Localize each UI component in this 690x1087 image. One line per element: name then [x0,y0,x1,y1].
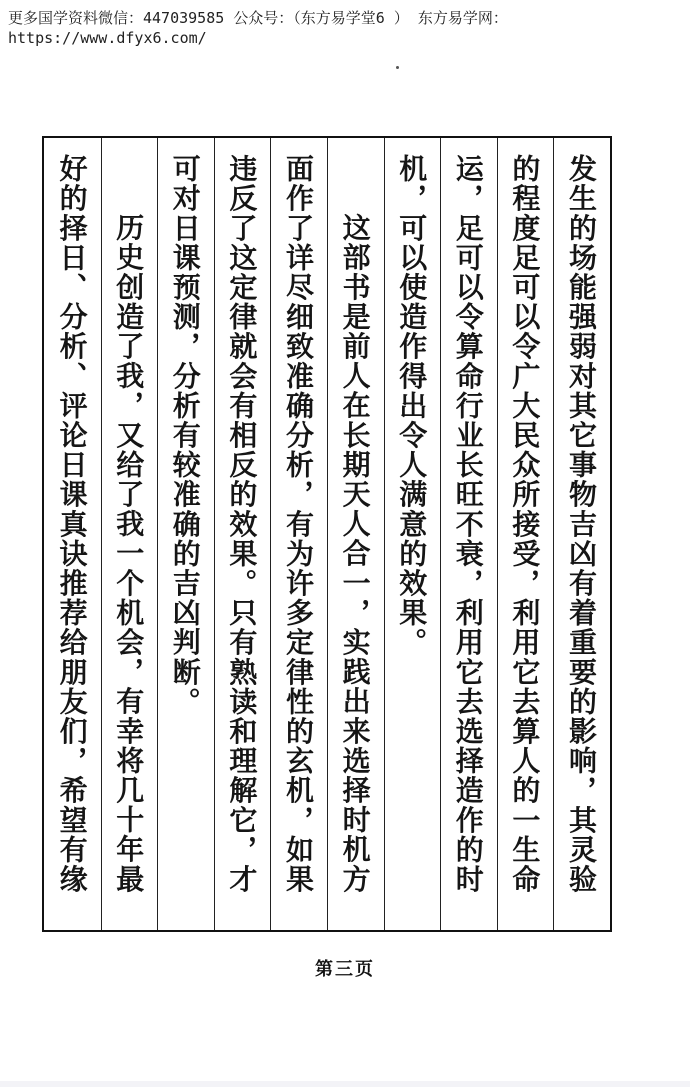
column-text: 发生的场能强弱对其它事物吉凶有着重要的影响，其灵验 [564,154,598,894]
column-text: 历史创造了我，又给了我一个机会，有幸将几十年最 [112,213,146,894]
column-text: 违反了这定律就会有相反的效果。只有熟读和理解它，才 [225,154,259,894]
watermark-banner [8,8,508,48]
text-column-5 [327,138,384,930]
banner-line-1: 更多国学资料微信：447039585 公众号：（东方易学堂6 ） 东方易学网： [8,9,508,27]
text-frame [42,136,612,932]
text-column-6 [270,138,327,930]
column-text: 运，足可以令算命行业长旺不衰，利用它去选择造作的时 [451,154,485,894]
text-column-3 [440,138,497,930]
column-text: 面作了详尽细致准确分析，有为许多定律性的玄机，如果 [281,154,315,894]
column-text: 可对日课预测，分析有较准确的吉凶判断。 [168,154,202,717]
speck-mark [396,66,399,69]
text-column-2 [497,138,554,930]
text-column-8 [157,138,214,930]
text-column-4 [384,138,441,930]
page-number: 第三页 [315,959,375,980]
page-bottom-edge [0,1081,690,1087]
text-column-1 [553,138,610,930]
text-column-10 [44,138,101,930]
banner-line-2: https://www.dfyx6.com/ [8,29,207,47]
column-text: 好的择日、分析、评论日课真诀推荐给朋友们，希望有缘 [55,154,89,894]
text-column-7 [214,138,271,930]
column-text: 的程度足可以令广大民众所接受，利用它去算人的一生命 [508,154,542,894]
column-text: 机，可以使造作得出令人满意的效果。 [395,154,429,658]
text-column-9 [101,138,158,930]
column-text: 这部书是前人在长期天人合一，实践出来选择时机方 [338,213,372,894]
